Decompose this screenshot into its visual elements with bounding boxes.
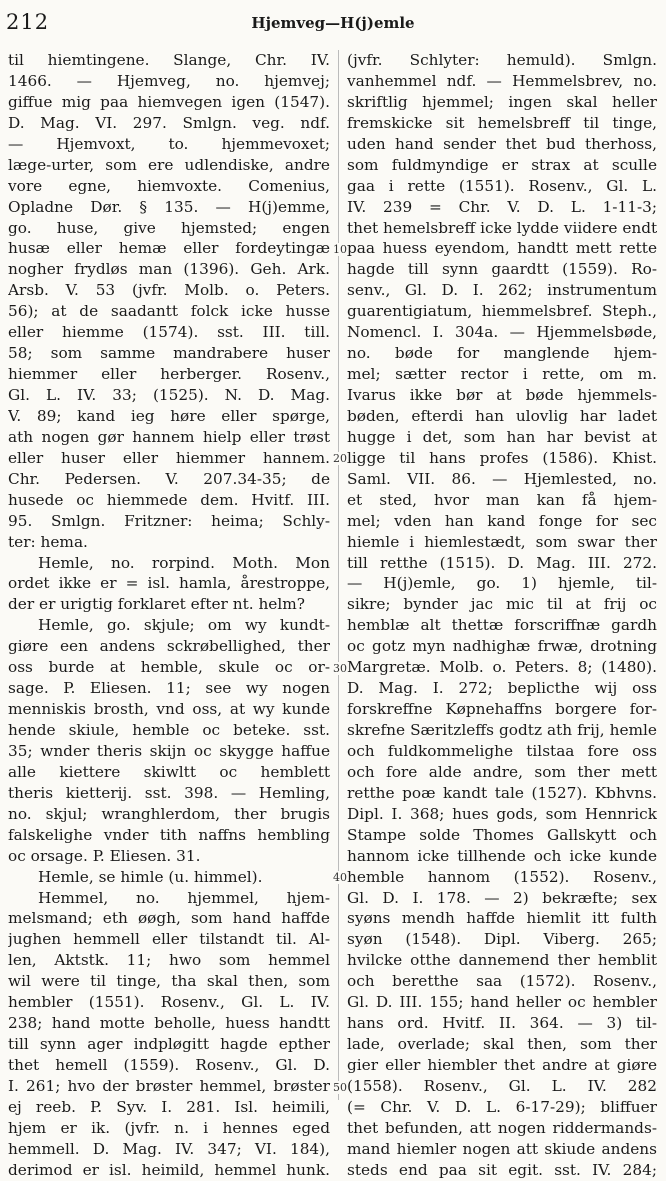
- line-number: 50: [333, 1080, 347, 1094]
- text-line: mel; sætter rector i rette, om m.: [347, 365, 657, 384]
- text-line: hvilcke otthe dannemend ther hemblit: [347, 951, 657, 970]
- text-line: 35; wnder theris skijn oc skygge haffue: [8, 741, 330, 760]
- text-line: der er urigtig forklaret efter nt. helm?: [8, 595, 305, 614]
- text-line: Ivarus ikke bør at bøde hjemmels-: [347, 386, 657, 404]
- text-line: Hemle, se himle (u. himmel).: [38, 867, 263, 886]
- text-line: bøden, efterdi han ulovlig har ladet: [347, 406, 657, 425]
- running-title: Hjemveg—H(j)emle: [251, 14, 415, 32]
- text-line: IV. 239 = Chr. V. D. L. 1-11-3;: [347, 197, 657, 216]
- text-line: ter: hema.: [8, 532, 88, 551]
- text-line: alle kiettere skiwltt oc hemblett: [8, 762, 330, 781]
- text-line: læge-urter, som ere udlendiske, andre: [8, 155, 330, 174]
- text-line: husæ eller hemæ eller fordeytingæ: [8, 239, 330, 258]
- text-line: skriftlig hjemmel; ingen skal heller: [347, 92, 657, 111]
- text-line: ej reeb. P. Syv. I. 281. Isl. heimili,: [8, 1097, 330, 1116]
- text-line: hemblæ alt thettæ forscriffnæ gardh: [347, 616, 657, 635]
- text-line: guarentigiatum, hiemmelsbref. Steph.,: [347, 302, 657, 321]
- text-line: och fuldkommelighe tilstaa fore oss: [347, 741, 657, 760]
- text-line: hannom icke tillhende och icke kunde: [347, 846, 657, 865]
- text-line: vore egne, hiemvoxte. Comenius,: [8, 176, 330, 195]
- text-line: (= Chr. V. D. L. 6-17-29); bliffuer: [347, 1097, 657, 1116]
- text-line: ath nogen gør hannem hielp eller trøst: [8, 427, 330, 446]
- text-line: falskelighe vnder tith naffns hembling: [8, 825, 330, 844]
- text-line: hiemmer eller herberger. Rosenv.,: [8, 365, 330, 384]
- text-line: D. Mag. I. 272; beplicthe wij oss: [347, 679, 657, 698]
- text-line: Hemle, no. rorpind. Moth. Mon: [38, 553, 330, 572]
- text-line: till retthe (1515). D. Mag. III. 272.: [347, 553, 657, 572]
- text-line: 1466. — Hjemveg, no. hjemvej;: [8, 71, 330, 90]
- text-line: — H(j)emle, go. 1) hjemle, til-: [347, 574, 657, 593]
- text-line: (jvfr. Schlyter: hemuld). Smlgn.: [347, 51, 657, 69]
- text-line: vanhemmel ndf. — Hemmelsbrev, no.: [347, 71, 657, 90]
- text-line: go. huse, give hjemsted; engen: [8, 218, 330, 237]
- text-line: Gl. D. III. 155; hand heller oc hembler: [347, 993, 657, 1012]
- text-line: fremskicke sit hemelsbreff til tinge,: [347, 113, 657, 132]
- text-line: som fuldmyndige er strax at sculle: [347, 155, 657, 174]
- text-line: sage. P. Eliesen. 11; see wy nogen: [8, 679, 330, 698]
- text-line: melsmand; eth øøgh, som hand haffde: [8, 909, 330, 928]
- text-line: eller hiemme (1574). sst. III. till.: [8, 323, 330, 342]
- text-line: V. 89; kand ieg høre eller spørge,: [8, 406, 330, 425]
- text-line: till synn ager indpløgitt hagde epther: [8, 1035, 330, 1054]
- text-line: paa huess eyendom, handtt mett rette: [347, 239, 657, 258]
- text-line: (1558). Rosenv., Gl. L. IV. 282: [347, 1076, 657, 1095]
- text-line: ordet ikke er = isl. hamla, årestroppe,: [8, 574, 330, 593]
- text-line: hiemle i hiemlestædt, som swar ther: [347, 532, 657, 551]
- text-line: theris kietterij. sst. 398. — Hemling,: [8, 783, 330, 802]
- text-line: 56); at de saadantt folck icke husse: [8, 302, 330, 321]
- text-line: eller huser eller hiemmer hannem.: [8, 448, 330, 467]
- text-line: gaa i rette (1551). Rosenv., Gl. L.: [347, 176, 657, 195]
- text-line: och fore alde andre, som ther mett: [347, 762, 657, 781]
- column-divider: [338, 50, 339, 1100]
- text-line: Opladne Dør. § 135. — H(j)emme,: [8, 197, 330, 216]
- text-line: senv., Gl. D. I. 262; instrumentum: [347, 281, 657, 300]
- text-line: no. skjul; wranghlerdom, ther brugis: [8, 804, 330, 823]
- text-line: sikre; bynder jac mic til at frij oc: [347, 595, 657, 614]
- text-line: hende skiule, hemble oc beteke. sst.: [8, 721, 330, 739]
- text-line: uden hand sender thet bud therhoss,: [347, 134, 657, 153]
- text-line: hemmell. D. Mag. IV. 347; VI. 184),: [8, 1139, 330, 1158]
- text-line: Gl. D. I. 178. — 2) bekræfte; sex: [347, 888, 657, 907]
- text-line: hembler (1551). Rosenv., Gl. L. IV.: [8, 993, 330, 1012]
- text-line: no. bøde for manglende hjem-: [347, 344, 657, 363]
- text-line: Gl. L. IV. 33; (1525). N. D. Mag.: [8, 386, 330, 404]
- text-line: thet befunden, att nogen riddermands-: [347, 1118, 657, 1137]
- text-line: hagde till synn gaardtt (1559). Ro-: [347, 260, 657, 279]
- page-header: [0, 0, 666, 44]
- text-line: Stampe solde Thomes Gallskytt och: [347, 825, 657, 844]
- text-line: Dipl. I. 368; hues gods, som Hennrick: [347, 804, 657, 823]
- text-line: retthe poæ kandt tale (1527). Kbhvns.: [347, 783, 657, 802]
- text-line: syøns mendh haffde hiemlit itt fulth: [347, 909, 657, 928]
- text-line: hans ord. Hvitf. II. 364. — 3) til-: [347, 1014, 657, 1033]
- text-line: och beretthe saa (1572). Rosenv.,: [347, 972, 657, 991]
- text-line: Chr. Pedersen. V. 207.34-35; de: [8, 469, 330, 488]
- text-line: giøre een andens sckrøbellighed, ther: [8, 637, 330, 656]
- text-line: oc orsage. P. Eliesen. 31.: [8, 846, 201, 865]
- text-line: giffue mig paa hiemvegen igen (1547).: [8, 92, 330, 111]
- text-line: Arsb. V. 53 (jvfr. Molb. o. Peters.: [8, 281, 330, 300]
- line-number: 30: [333, 661, 347, 675]
- line-number: 40: [333, 871, 347, 885]
- text-line: husede oc hiemmede dem. Hvitf. III.: [8, 490, 330, 509]
- text-line: ligge til hans profes (1586). Khist.: [347, 448, 657, 467]
- text-line: skrefne Særitzleffs godtz ath frij, hemle: [347, 721, 657, 739]
- line-number: 20: [333, 452, 347, 466]
- text-line: et sted, hvor man kan få hjem-: [347, 490, 657, 509]
- text-line: menniskis brosth, vnd oss, at wy kunde: [8, 700, 330, 719]
- text-line: lade, overlade; skal then, som ther: [347, 1035, 657, 1054]
- text-line: hemble hannom (1552). Rosenv.,: [347, 867, 657, 886]
- text-line: thet hemell (1559). Rosenv., Gl. D.: [8, 1056, 330, 1074]
- text-line: I. 261; hvo der brøster hemmel, brøster: [8, 1076, 330, 1095]
- text-line: forskreffne Køpnehaffns borgere for-: [347, 700, 657, 719]
- text-line: thet hemelsbreff icke lydde viidere endt: [347, 218, 657, 237]
- text-line: syøn (1548). Dipl. Viberg. 265;: [347, 930, 657, 949]
- text-line: wil were til tinge, tha skal then, som: [8, 972, 330, 991]
- text-line: hjem er ik. (jvfr. n. i hennes eged: [8, 1118, 330, 1137]
- text-line: Nomencl. I. 304a. — Hjemmelsbøde,: [347, 323, 657, 342]
- text-line: D. Mag. VI. 297. Smlgn. veg. ndf.: [8, 113, 330, 132]
- text-line: Hemle, go. skjule; om wy kundt-: [38, 616, 330, 635]
- text-line: 95. Smlgn. Fritzner: heima; Schly-: [8, 511, 330, 530]
- text-line: Hemmel, no. hjemmel, hjem-: [38, 888, 330, 907]
- left-column: [8, 50, 330, 1181]
- text-line: derimod er isl. heimild, hemmel hunk.: [8, 1160, 330, 1179]
- text-line: 238; hand motte beholle, huess handtt: [8, 1014, 330, 1033]
- text-line: Saml. VII. 86. — Hjemlested, no.: [347, 469, 657, 488]
- right-column: [347, 50, 657, 1181]
- text-line: hugge i det, som han har bevist at: [347, 427, 657, 446]
- text-line: steds end paa sit egit. sst. IV. 284;: [347, 1160, 657, 1179]
- text-line: til hiemtingene. Slange, Chr. IV.: [8, 51, 330, 69]
- text-line: oc gotz myn nadhighæ frwæ, drotning: [347, 637, 657, 656]
- text-line: len, Aktstk. 11; hwo som hemmel: [8, 951, 330, 970]
- text-line: mand hiemler nogen att skiude andens: [347, 1139, 657, 1158]
- text-line: mel; vden han kand fonge for sec: [347, 511, 657, 530]
- text-line: — Hjemvoxt, to. hjemmevoxet;: [8, 134, 330, 153]
- text-line: oss burde at hemble, skule oc or-: [8, 658, 330, 677]
- text-line: nogher frydløs man (1396). Geh. Ark.: [8, 260, 330, 279]
- text-line: gier eller hiembler thet andre at giøre: [347, 1056, 657, 1074]
- page-number: 212: [6, 10, 50, 34]
- text-line: Margretæ. Molb. o. Peters. 8; (1480).: [347, 658, 657, 677]
- line-number: 10: [333, 242, 347, 256]
- text-line: jughen hemmell eller tilstandt til. Al-: [8, 930, 330, 949]
- text-line: 58; som samme mandrabere huser: [8, 344, 330, 363]
